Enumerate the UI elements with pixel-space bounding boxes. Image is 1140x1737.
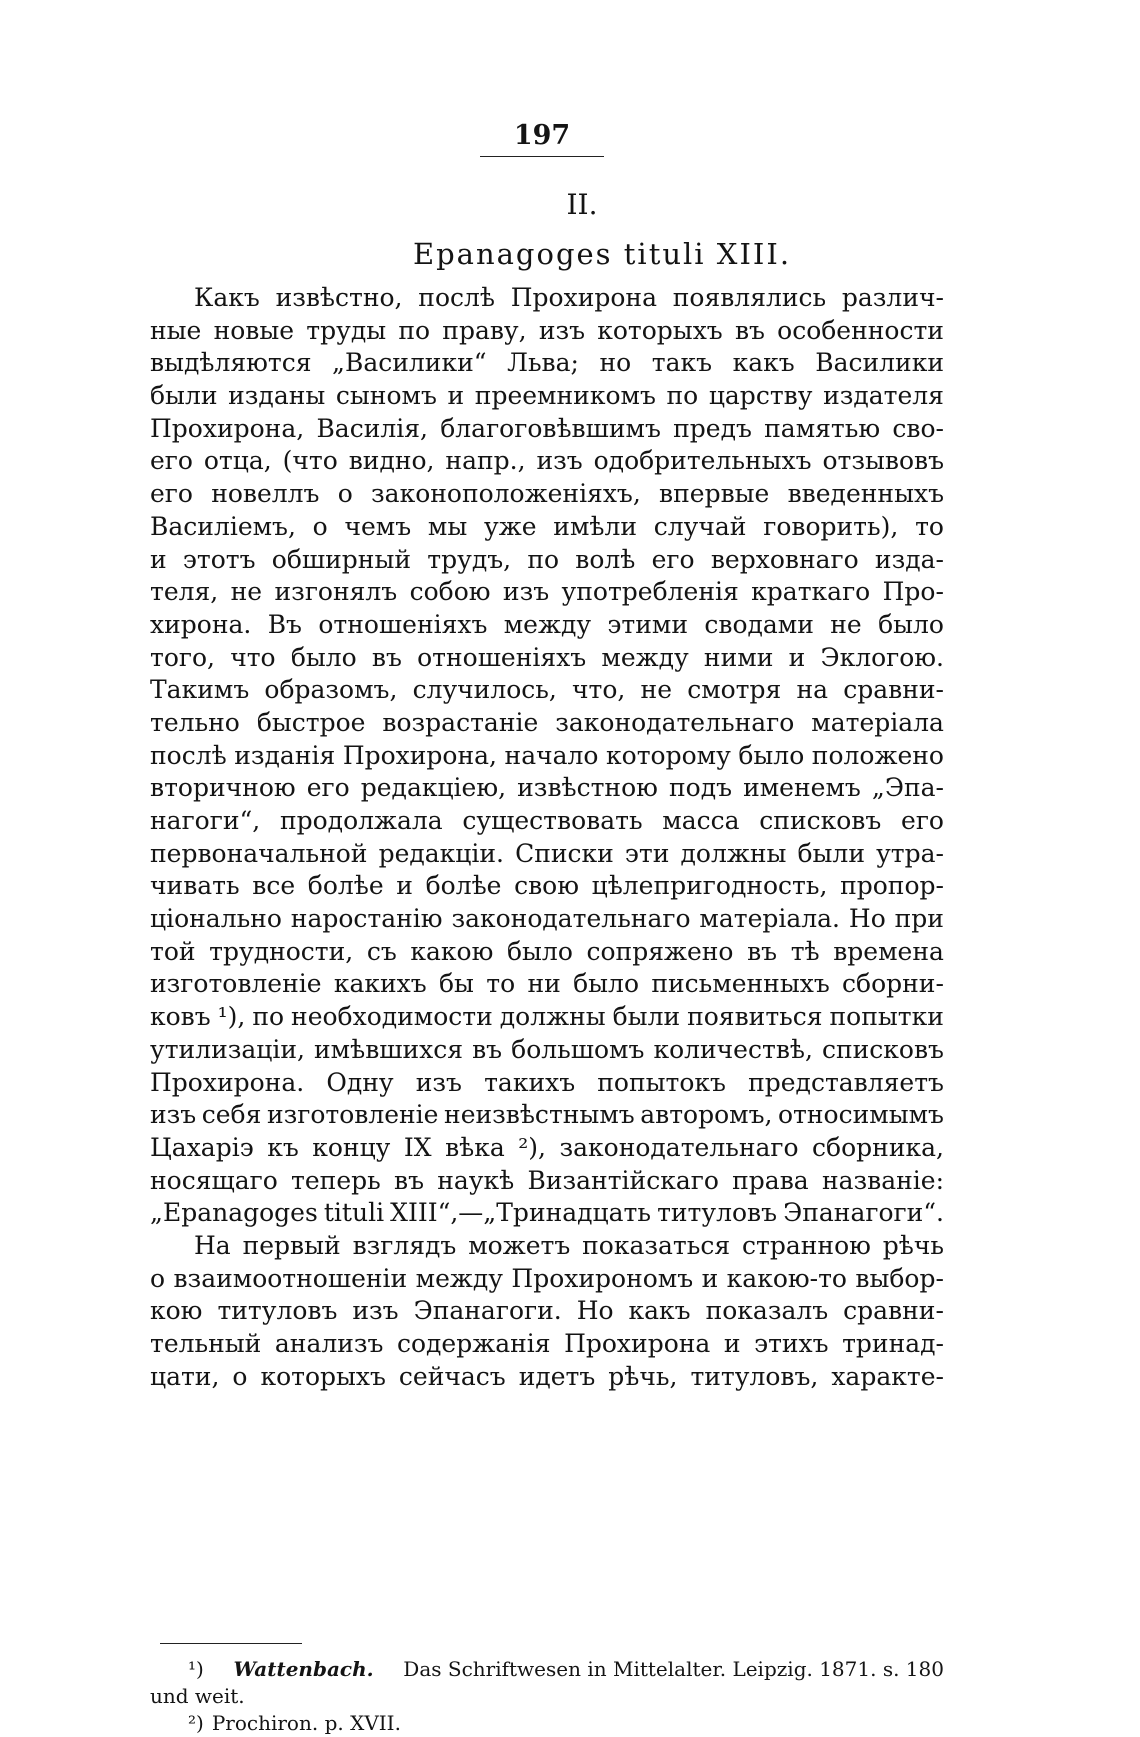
body-line: Василіемъ, о чемъ мы уже имѣли случай говорить), то — [150, 511, 944, 541]
body-line: той трудности, съ какою было сопряжено въ тѣ времена — [150, 936, 944, 966]
body-line: утилизаціи, имѣвшихся въ большомъ количествѣ, списковъ — [150, 1034, 944, 1064]
body-line: Цахаріэ къ концу IX вѣка ²), законодательнаго сборника, — [150, 1132, 944, 1162]
body-line: тельный анализъ содержанія Прохирона и этихъ тринад- — [150, 1329, 944, 1358]
page-number: 197 — [513, 120, 571, 151]
body-line: изготовленіе какихъ бы то ни было письменныхъ сборни- — [150, 969, 944, 999]
body-line: тельно быстрое возрастаніе законодательнаго матеріала — [150, 707, 944, 737]
footnote-marker: ¹) — [188, 1657, 204, 1681]
body-text — [150, 282, 944, 1393]
body-line: выдѣляются „Василики“ Льва; но такъ какъ Василики — [150, 348, 944, 378]
footnote-marker: ²) — [188, 1711, 204, 1735]
body-line: первоначальной редакціи. Списки эти должны были утра- — [150, 838, 944, 868]
body-line: ные новые труды по праву, изъ которыхъ въ особенности — [150, 315, 944, 345]
section-title: Epanagoges tituli XIII. — [412, 237, 792, 271]
body-line: послѣ изданія Прохирона, начало которому было положено — [150, 740, 944, 770]
body-line: его новеллъ о законоположеніяхъ, впервые введенныхъ — [150, 479, 944, 509]
body-line: ціонально наростанію законодательнаго матеріала. Но при — [150, 904, 944, 934]
page-number-rule — [480, 156, 604, 157]
body-line: цати, о которыхъ сейчасъ идетъ рѣчь, титуловъ, характе- — [150, 1361, 944, 1391]
body-line: того, что было въ отношеніяхъ между ними и Эклогою. — [150, 642, 944, 672]
footnote-rule — [160, 1643, 302, 1644]
body-line: кою титуловъ изъ Эпанагоги. Но какъ показалъ сравни- — [150, 1296, 944, 1326]
body-line: были изданы сыномъ и преемникомъ по царству издателя — [150, 381, 944, 411]
body-line: вторичною его редакціею, извѣстною подъ именемъ „Эпа- — [150, 773, 944, 803]
footnote-1-continuation — [150, 1683, 944, 1710]
body-line: изъ себя изготовленіе неизвѣстнымъ авторомъ, относимымъ — [150, 1100, 944, 1130]
body-line: теля, не изгонялъ собою изъ употребленія краткаго Про- — [150, 577, 944, 607]
body-line: нагоги“, продолжала существовать масса списковъ его — [150, 806, 944, 835]
body-line: чивать все болѣе и болѣе свою цѣлепригодность, пропор- — [150, 871, 944, 901]
body-line: хирона. Въ отношеніяхъ между этими сводами не было — [150, 609, 944, 639]
body-line: ковъ ¹), по необходимости должны были появиться попытки — [150, 1002, 944, 1032]
footnote-author: Wattenbach. — [233, 1657, 374, 1681]
body-line: Такимъ образомъ, случилось, что, не смотря на сравни- — [150, 675, 944, 705]
body-line: о взаимоотношеніи между Прохирономъ и какою-то выбор- — [150, 1263, 944, 1293]
body-line: его отца, (что видно, напр., изъ одобрительныхъ отзывовъ — [150, 446, 944, 476]
footnote-text: Das Schriftwesen in Mittelalter. Leipzig. 1871. s. 180 — [403, 1657, 944, 1681]
body-line: Какъ извѣстно, послѣ Прохирона появлялись различ- — [194, 283, 944, 312]
footnotes — [150, 1656, 944, 1737]
footnote-2 — [150, 1710, 944, 1737]
body-line: и этотъ обширный трудъ, по волѣ его верховнаго изда- — [150, 544, 944, 574]
footnote-text: und weit. — [150, 1684, 245, 1708]
body-line: „Epanagoges tituli XIII“,—„Тринадцать титуловъ Эпанагоги“. — [150, 1198, 944, 1228]
section-number: II. — [566, 188, 598, 221]
body-line: Прохирона. Одну изъ такихъ попытокъ представляетъ — [150, 1067, 944, 1097]
body-line: носящаго теперь въ наукѣ Византійскаго права названіе: — [150, 1165, 944, 1195]
body-line: Прохирона, Василія, благоговѣвшимъ предъ памятью сво- — [150, 413, 944, 443]
body-line: На первый взглядъ можетъ показаться странною рѣчь — [194, 1230, 944, 1260]
footnote-1 — [150, 1656, 944, 1683]
footnote-text: Prochiron. p. XVII. — [211, 1711, 401, 1735]
